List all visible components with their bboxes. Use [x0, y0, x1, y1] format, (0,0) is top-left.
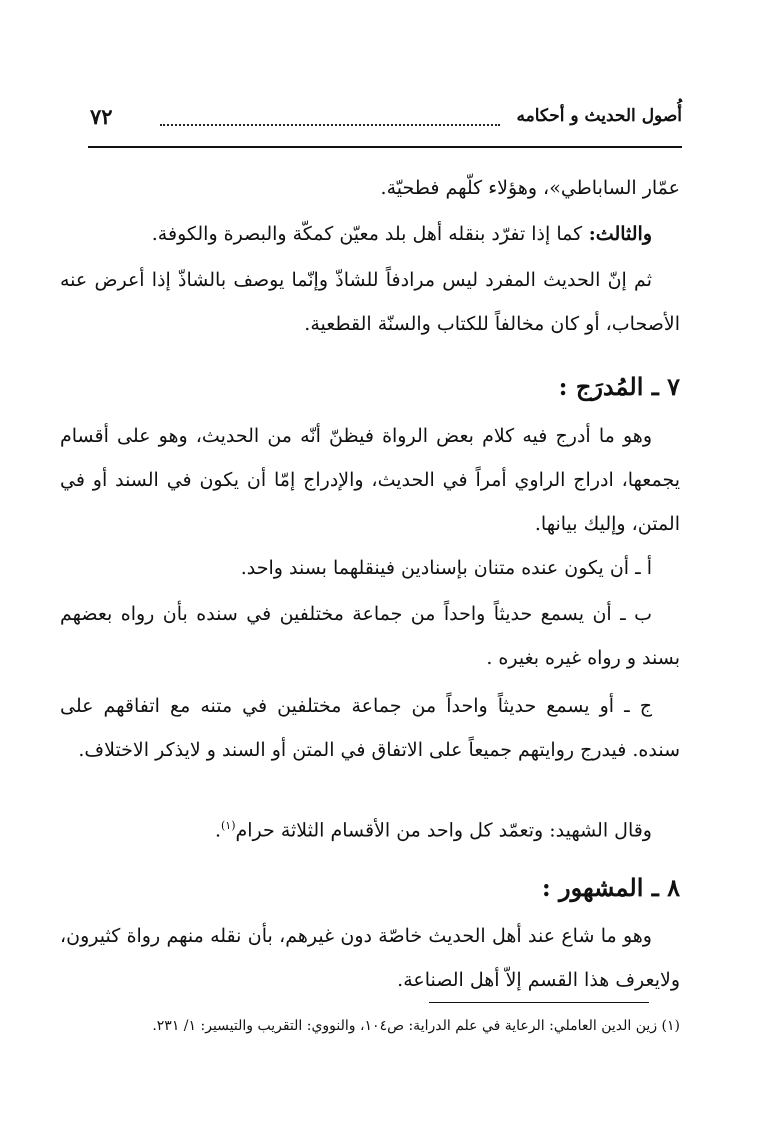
- header-dotted-leader: [160, 124, 500, 126]
- paragraph-mufrad-shadh: [60, 258, 680, 346]
- page-number: ٧٢: [90, 104, 113, 129]
- paragraph-mashhur-definition: [60, 914, 680, 1002]
- section-heading-8: [60, 866, 680, 910]
- paragraph-4: وهو ما أدرج فيه كلام بعض الرواة فيظنّ أنّه من الحديث، وهو على أقسام يجمعها، ادراج الراوي أمراً في الحديث، والإدراج إمّا أن يكون في السند أو في المتن، وإليك بيانها.: [60, 425, 680, 535]
- book-title: أُصول الحديث و أحكامه: [516, 106, 682, 126]
- item-alef: [60, 546, 680, 590]
- item-jim: [60, 684, 680, 772]
- paragraph-narrator-end: [60, 166, 680, 210]
- paragraph-1: عمّار الساباطي»، وهؤلاء كلّهم فطحيّة.: [380, 177, 680, 199]
- footnote-ref: (١): [221, 819, 236, 832]
- paragraph-3: ثم إنّ الحديث المفرد ليس مرادفاً للشاذّ وإنّما يوصف بالشاذّ إذا أعرض عنه الأصحاب، أو كان مخالفاً للكتاب والسنّة القطعية.: [60, 269, 680, 335]
- section-heading-7: [60, 365, 680, 409]
- paragraph-third-type: [60, 212, 680, 256]
- heading-mashhur: ٨ ـ المشهور :: [541, 873, 680, 902]
- running-header: [88, 106, 682, 146]
- third-text: كما إذا تفرّد بنقله أهل بلد معيّن كمكّة والبصرة والكوفة.: [151, 223, 583, 245]
- third-label: والثالث:: [582, 223, 652, 245]
- paragraph-a: أ ـ أن يكون عنده متنان بإسنادين فينقلهما بسند واحد.: [240, 557, 652, 579]
- shahid-text: وقال الشهيد: وتعمّد كل واحد من الأقسام الثلاثة حرام: [235, 819, 652, 842]
- paragraph-b: ب ـ أن يسمع حديثاً واحداً من جماعة مختلفين في سنده بأن رواه بعضهم بسند و رواه غيره بغيره .: [60, 603, 680, 669]
- heading-mudraj: ٧ ـ المُدرَج :: [558, 372, 680, 401]
- paragraph-2: [60, 212, 680, 256]
- footnote-rule: [429, 1002, 649, 1003]
- shahid-end: .: [214, 819, 221, 842]
- paragraph-c: ج ـ أو يسمع حديثاً واحداً من جماعة مختلفين في متنه مع اتفاقهم على سنده. فيدرج روايتهم جميعاً على الاتفاق في المتن أو السند و لايذكر الاختلاف.: [60, 695, 680, 761]
- paragraph-shahid: [60, 804, 680, 852]
- header-rule: [88, 146, 682, 148]
- footnote: (١) زين الدين العاملي: الرعاية في علم الدراية: ص١٠٤، والنووي: التقريب والتيسير: ١/ ٢٣١.: [152, 1018, 680, 1034]
- paragraph-5: [60, 804, 680, 852]
- paragraph-6: وهو ما شاع عند أهل الحديث خاصّة دون غيرهم، بأن نقله منهم رواة كثيرون، ولايعرف هذا القسم إلاّ أهل الصناعة.: [60, 925, 680, 991]
- paragraph-mudraj-definition: [60, 414, 680, 546]
- item-ba: [60, 592, 680, 680]
